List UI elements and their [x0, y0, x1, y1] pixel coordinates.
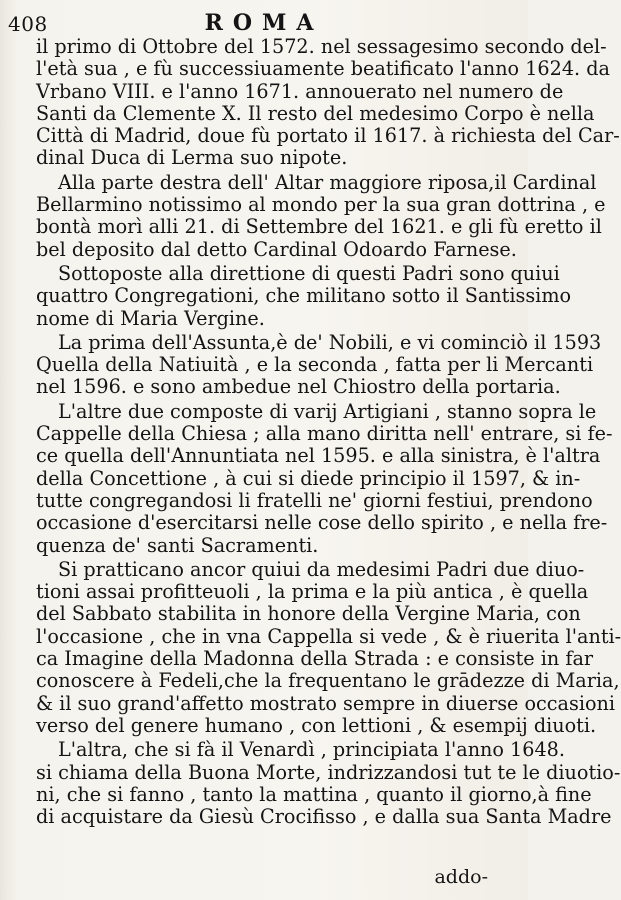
text-line: & il suo grand'affetto mostrato sempre in diuerse occasioni [36, 691, 616, 715]
text-line: bontà morì alli 21. di Settembre del 1621. e gli fù eretto il [36, 215, 602, 239]
text-line: bel deposito dal detto Cardinal Odoardo Farnese. [36, 237, 517, 261]
text-line: conoscere à Fedeli,che la frequentano le grādezze di Maria, [36, 669, 620, 693]
text-line: di acquistare da Giesù Crocifisso , e dalla sua Santa Madre [36, 805, 612, 829]
running-head: ROMA [204, 10, 324, 36]
text-line: quattro Congregationi, che militano sotto il Santissimo [36, 284, 572, 308]
text-line: l'età sua , e fù successiuamente beatificato l'anno 1624. da [36, 57, 610, 81]
text-line: della Concettione , à cui si diede principio il 1597, & in- [36, 466, 581, 490]
paragraph [36, 35, 620, 170]
text-line: La prima dell'Assunta,è de' Nobili, e vi cominciò il 1593 [58, 330, 602, 354]
text-line: nel 1596. e sono ambedue nel Chiostro della portaria. [36, 375, 561, 399]
catchword: addo- [434, 866, 488, 888]
paragraph [36, 261, 572, 330]
paragraph [36, 330, 602, 399]
paragraph [36, 738, 621, 829]
text-line: ce quella dell'Annuntiata nel 1595. e alla sinistra, è l'altra [36, 444, 601, 468]
text-line: del Sabbato stabilita in honore della Vergine Maria, con [36, 602, 581, 626]
text-line: L'altre due composte di varij Artigiani , stanno sopra le [58, 399, 597, 423]
text-line: tutte congregandosi li fratelli ne' giorni festiui, prendono [36, 488, 593, 512]
text-line: Vrbano VIII. e l'anno 1671. annouerato nel numero de [36, 79, 564, 103]
paragraph [36, 557, 621, 737]
text-line: Santi da Clemente X. Il resto del medesimo Corpo è nella [36, 101, 595, 125]
text-line: Alla parte destra dell' Altar maggiore riposa,il Cardinal [58, 170, 597, 194]
text-line: Sottoposte alla direttione di questi Padri sono quiui [58, 261, 560, 285]
text-line: dinal Duca di Lerma suo nipote. [36, 146, 348, 170]
text-line: nome di Maria Vergine. [36, 306, 265, 330]
body-text [36, 35, 621, 830]
text-line: quenza de' santi Sacramenti. [36, 533, 319, 557]
text-line: il primo di Ottobre del 1572. nel sessagesimo secondo del- [36, 35, 607, 58]
paragraph [36, 399, 613, 557]
text-line: si chiama della Buona Morte, indrizzandosi tut te le diuotio- [36, 760, 621, 784]
text-line: verso del genere humano , con lettioni , & esempij diuoti. [36, 713, 597, 737]
text-line: ni, che si fanno , tanto la mattina , quanto il giorno,à fine [36, 782, 592, 806]
text-line: l'occasione , che in vna Cappella si vede , & è riuerita l'anti- [36, 624, 621, 648]
text-line: Cappelle della Chiesa ; alla mano diritta nell' entrare, si fe- [36, 422, 613, 446]
text-line: Si pratticano ancor quiui da medesimi Padri due diuo- [58, 557, 585, 581]
page-number: 408 [8, 12, 48, 36]
text-line: tioni assai profitteuoli , la prima e la più antica , è quella [36, 580, 589, 604]
text-line: Città di Madrid, doue fù portato il 1617. à richiesta del Car- [36, 124, 620, 148]
text-line: Bellarmino notissimo al mondo per la sua gran dottrina , e [36, 193, 606, 217]
text-line: Quella della Natiuità , e la seconda , fatta per li Mercanti [36, 353, 594, 377]
text-line: L'altra, che si fà il Venardì , principiata l'anno 1648. [58, 738, 565, 762]
paragraph [36, 170, 606, 261]
text-line: occasione d'esercitarsi nelle cose dello spirito , e nella fre- [36, 511, 608, 535]
text-line: ca Imagine della Madonna della Strada : e consiste in far [36, 647, 594, 671]
